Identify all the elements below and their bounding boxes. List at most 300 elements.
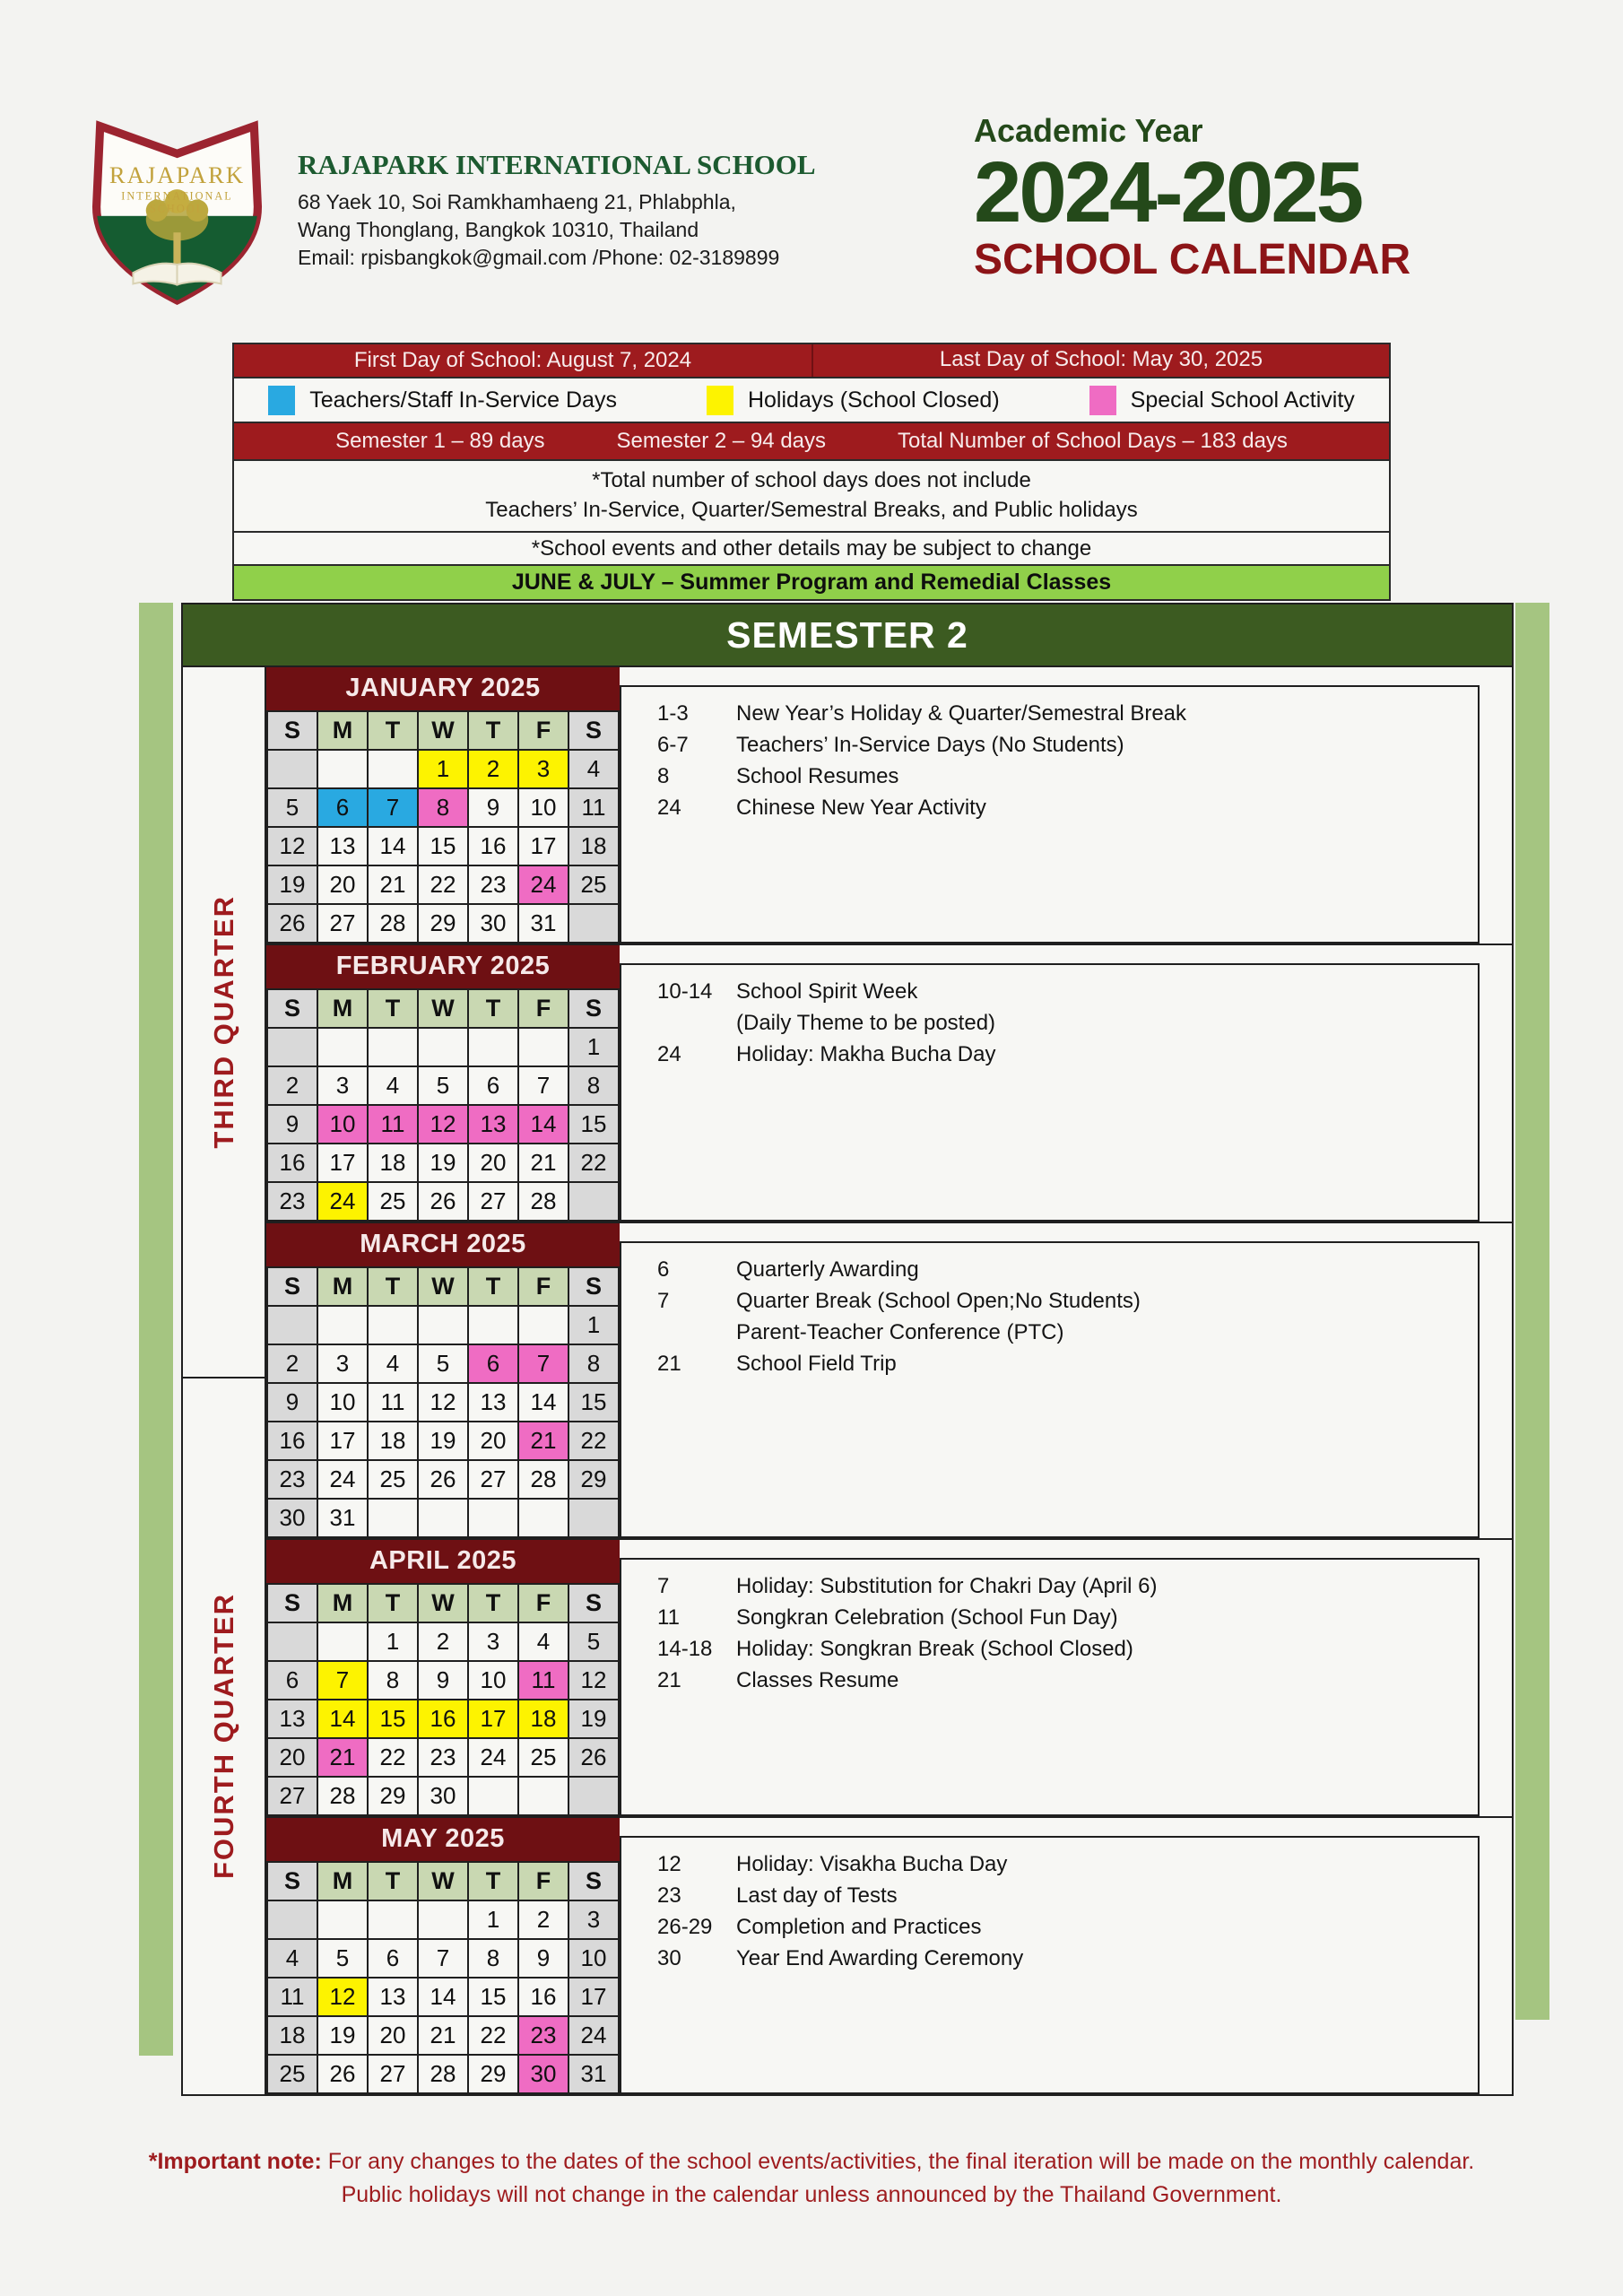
school-info-block — [298, 149, 816, 272]
important-note-prefix: *Important note: — [148, 2149, 322, 2174]
day-cell: 25 — [569, 866, 618, 903]
day-cell: 30 — [469, 905, 517, 942]
note-text: Teachers’ In-Service Days (No Students) — [736, 733, 1124, 757]
calendar-area — [139, 603, 1549, 2096]
weekday-header-cell: S — [569, 1268, 618, 1305]
calendar-title: SCHOOL CALENDAR — [974, 236, 1411, 283]
weekday-header-cell: S — [268, 1268, 317, 1305]
day-cell: 27 — [369, 2056, 417, 2092]
weekday-header-cell: M — [318, 1863, 367, 1900]
day-cell: 3 — [318, 1067, 367, 1104]
day-cell — [469, 1778, 517, 1814]
day-cell: 11 — [569, 789, 618, 826]
fourth-quarter-cell — [183, 1378, 265, 2094]
weekday-header-cell: M — [318, 712, 367, 749]
months-column — [266, 667, 1512, 2094]
day-cell: 17 — [569, 1979, 618, 2015]
weekday-header-cell: S — [569, 990, 618, 1027]
month-block — [266, 944, 1512, 1222]
day-cell: 14 — [519, 1384, 568, 1421]
note-row — [621, 1285, 1478, 1317]
day-cell: 2 — [469, 751, 517, 787]
notes-box — [620, 963, 1480, 1222]
semester-2-days: Semester 2 – 94 days — [616, 429, 827, 453]
day-cell: 8 — [369, 1662, 417, 1699]
first-day-of-school: First Day of School: August 7, 2024 — [353, 348, 692, 372]
day-cell: 24 — [569, 2017, 618, 2054]
day-cell: 24 — [519, 866, 568, 903]
month-block — [266, 1538, 1512, 1816]
academic-year-value: 2024-2025 — [974, 144, 1362, 240]
day-cell: 2 — [519, 1901, 568, 1938]
day-cell: 16 — [419, 1700, 467, 1737]
weekday-header-cell: M — [318, 1585, 367, 1622]
note-text: Last day of Tests — [736, 1883, 898, 1908]
legend-row — [234, 377, 1389, 422]
note-date: 6-7 — [657, 733, 689, 757]
note-row — [621, 761, 1478, 792]
school-contact-line: Email: rpisbangkok@gmail.com /Phone: 02-3189899 — [298, 246, 780, 269]
note-date: 7 — [657, 1574, 670, 1598]
month-block — [266, 1222, 1512, 1538]
weekday-header-cell: S — [268, 1585, 317, 1622]
day-cell: 15 — [569, 1384, 618, 1421]
day-cell: 17 — [318, 1144, 367, 1181]
day-cell: 26 — [419, 1461, 467, 1498]
day-cell: 9 — [519, 1940, 568, 1977]
day-cell — [469, 1307, 517, 1344]
calendar-grid — [266, 1266, 620, 1538]
day-cell: 4 — [268, 1940, 317, 1977]
day-cell: 21 — [419, 2017, 467, 2054]
day-cell — [569, 1500, 618, 1536]
day-cell: 5 — [318, 1940, 367, 1977]
day-cell: 24 — [318, 1183, 367, 1220]
month-title: MARCH 2025 — [266, 1223, 620, 1266]
day-cell: 17 — [519, 828, 568, 865]
month-notes — [620, 1818, 1512, 2094]
day-cell: 10 — [318, 1106, 367, 1143]
day-cell: 23 — [419, 1739, 467, 1776]
day-cell: 25 — [369, 1461, 417, 1498]
day-cell — [318, 751, 367, 787]
weekday-header-cell: S — [569, 1585, 618, 1622]
day-cell: 17 — [469, 1700, 517, 1737]
day-cell: 26 — [268, 905, 317, 942]
note-text: New Year’s Holiday & Quarter/Semestral Break — [736, 701, 1187, 726]
month-block — [266, 1816, 1512, 2094]
note-text: Classes Resume — [736, 1668, 899, 1692]
day-cell: 15 — [569, 1106, 618, 1143]
day-cell — [268, 1029, 317, 1065]
day-cell: 7 — [318, 1662, 367, 1699]
day-cell: 12 — [419, 1384, 467, 1421]
day-cell: 19 — [268, 866, 317, 903]
day-cell — [419, 1901, 467, 1938]
logo-line3: SCHOOL — [149, 202, 205, 215]
day-cell: 1 — [419, 751, 467, 787]
weekday-header-cell: S — [268, 990, 317, 1027]
note-row — [621, 1317, 1478, 1348]
note-date: 21 — [657, 1668, 681, 1692]
day-cell: 4 — [569, 751, 618, 787]
day-cell: 31 — [318, 1500, 367, 1536]
weekday-header-cell: S — [268, 1863, 317, 1900]
day-cell: 29 — [469, 2056, 517, 2092]
note-row — [621, 1943, 1478, 1974]
in-service-color-swatch — [268, 386, 295, 415]
day-cell: 6 — [469, 1345, 517, 1382]
weekday-header-cell: T — [369, 1585, 417, 1622]
month-notes — [620, 945, 1512, 1222]
note-text: Quarterly Awarding — [736, 1257, 919, 1282]
first-last-day-row — [234, 344, 1389, 377]
school-name: RAJAPARK INTERNATIONAL SCHOOL — [298, 149, 816, 180]
day-cell: 27 — [268, 1778, 317, 1814]
note-row — [621, 792, 1478, 823]
notes-spacer — [620, 1223, 1512, 1241]
note-date: 24 — [657, 796, 681, 820]
day-cell — [268, 1623, 317, 1660]
day-cell: 26 — [419, 1183, 467, 1220]
day-cell: 9 — [268, 1106, 317, 1143]
holiday-color-swatch — [707, 386, 733, 415]
note-text: Parent-Teacher Conference (PTC) — [736, 1320, 1064, 1344]
note-row — [621, 1848, 1478, 1880]
day-cell: 27 — [469, 1461, 517, 1498]
calendar-grid — [266, 1583, 620, 1816]
day-cell: 3 — [519, 751, 568, 787]
day-cell: 5 — [419, 1345, 467, 1382]
day-cell — [369, 1307, 417, 1344]
calendar-body — [183, 667, 1512, 2094]
day-cell — [419, 1307, 467, 1344]
day-cell: 11 — [519, 1662, 568, 1699]
legend-label: Holidays (School Closed) — [747, 387, 1000, 413]
day-cell: 18 — [369, 1422, 417, 1459]
day-cell: 28 — [419, 2056, 467, 2092]
important-note-text: For any changes to the dates of the school events/activities, the final iteration will be made on the monthly calendar. Public holidays will not change in the calendar unless announced by the Thailand Government. — [321, 2149, 1475, 2207]
day-cell: 16 — [268, 1144, 317, 1181]
note-row — [621, 1254, 1478, 1285]
day-cell: 14 — [318, 1700, 367, 1737]
day-cell — [369, 1500, 417, 1536]
academic-year-block — [974, 112, 1411, 283]
note-date: 23 — [657, 1883, 681, 1908]
day-cell: 5 — [569, 1623, 618, 1660]
day-cell: 13 — [469, 1384, 517, 1421]
day-cell: 4 — [519, 1623, 568, 1660]
semester-days-row — [234, 422, 1389, 459]
day-cell: 21 — [519, 1422, 568, 1459]
day-cell: 4 — [369, 1067, 417, 1104]
day-cell — [318, 1307, 367, 1344]
note-date: 10-14 — [657, 979, 713, 1004]
shield-logo-icon — [85, 99, 269, 308]
day-cell: 20 — [469, 1422, 517, 1459]
quarter-label-column — [183, 667, 266, 2094]
day-cell: 2 — [419, 1623, 467, 1660]
day-cell: 6 — [318, 789, 367, 826]
weekday-header-cell: F — [519, 990, 568, 1027]
third-quarter-label: THIRD QUARTER — [207, 895, 239, 1149]
logo-line2: INTERNATIONAL — [121, 189, 233, 203]
day-cell — [318, 1901, 367, 1938]
weekday-header-cell: F — [519, 712, 568, 749]
day-cell — [268, 1901, 317, 1938]
day-cell: 29 — [369, 1778, 417, 1814]
legend-item-holiday — [707, 386, 1000, 415]
day-cell — [519, 1029, 568, 1065]
day-cell: 7 — [519, 1345, 568, 1382]
note-date: 24 — [657, 1042, 681, 1066]
school-days-note — [234, 459, 1389, 531]
month-notes — [620, 1223, 1512, 1538]
note-date — [621, 1007, 736, 1039]
note-row — [621, 1633, 1478, 1665]
day-cell: 10 — [469, 1662, 517, 1699]
day-cell: 10 — [519, 789, 568, 826]
day-cell: 7 — [419, 1940, 467, 1977]
note-row — [621, 1570, 1478, 1602]
day-cell: 30 — [419, 1778, 467, 1814]
day-cell: 8 — [569, 1067, 618, 1104]
day-cell: 25 — [369, 1183, 417, 1220]
day-cell: 21 — [318, 1739, 367, 1776]
day-cell: 13 — [318, 828, 367, 865]
note-row — [621, 1602, 1478, 1633]
month-calendar — [266, 1818, 620, 2094]
day-cell: 15 — [369, 1700, 417, 1737]
day-cell: 5 — [268, 789, 317, 826]
info-box — [232, 343, 1391, 601]
day-cell: 23 — [469, 866, 517, 903]
day-cell: 26 — [318, 2056, 367, 2092]
day-cell — [369, 1029, 417, 1065]
day-cell: 8 — [569, 1345, 618, 1382]
day-cell: 8 — [469, 1940, 517, 1977]
day-cell: 6 — [268, 1662, 317, 1699]
day-cell: 19 — [419, 1144, 467, 1181]
note-text: School Field Trip — [736, 1352, 897, 1376]
school-address-line-2: Wang Thonglang, Bangkok 10310, Thailand — [298, 218, 699, 241]
note-date: 7 — [657, 1289, 670, 1313]
day-cell: 4 — [369, 1345, 417, 1382]
day-cell — [569, 1778, 618, 1814]
calendar-grid — [266, 1861, 620, 2094]
day-cell: 17 — [318, 1422, 367, 1459]
day-cell: 30 — [268, 1500, 317, 1536]
weekday-header-cell: T — [369, 990, 417, 1027]
note-date: 8 — [657, 764, 670, 788]
third-quarter-cell — [183, 667, 265, 1378]
day-cell: 10 — [318, 1384, 367, 1421]
day-cell — [519, 1307, 568, 1344]
day-cell: 31 — [519, 905, 568, 942]
weekday-header-cell: F — [519, 1268, 568, 1305]
notes-spacer — [620, 1540, 1512, 1558]
semester-2-header: SEMESTER 2 — [183, 604, 1512, 667]
note-date — [621, 1317, 736, 1348]
day-cell: 18 — [519, 1700, 568, 1737]
day-cell: 3 — [318, 1345, 367, 1382]
weekday-header-cell: S — [569, 1863, 618, 1900]
notes-box — [620, 1241, 1480, 1538]
day-cell: 5 — [419, 1067, 467, 1104]
day-cell: 16 — [519, 1979, 568, 2015]
semester-2-table — [181, 603, 1514, 2096]
note-text: (Daily Theme to be posted) — [736, 1011, 996, 1035]
day-cell: 20 — [369, 2017, 417, 2054]
notes-spacer — [620, 945, 1512, 963]
subject-to-change-note: *School events and other details may be subject to change — [234, 531, 1389, 564]
legend-item-special-activity — [1089, 386, 1355, 415]
weekday-header-cell: T — [369, 1863, 417, 1900]
academic-year-label: Academic Year — [974, 112, 1203, 149]
day-cell: 1 — [569, 1029, 618, 1065]
note-text: Chinese New Year Activity — [736, 796, 986, 820]
day-cell: 10 — [569, 1940, 618, 1977]
notes-box — [620, 1558, 1480, 1816]
day-cell: 20 — [469, 1144, 517, 1181]
day-cell: 29 — [419, 905, 467, 942]
note-text: School Resumes — [736, 764, 899, 788]
day-cell: 11 — [268, 1979, 317, 2015]
note-row — [621, 1039, 1478, 1070]
day-cell: 7 — [369, 789, 417, 826]
day-cell: 12 — [419, 1106, 467, 1143]
day-cell: 31 — [569, 2056, 618, 2092]
school-logo — [85, 99, 269, 312]
note-date: 26-29 — [657, 1915, 713, 1939]
day-cell: 28 — [519, 1461, 568, 1498]
note-date: 30 — [657, 1946, 681, 1970]
month-title: APRIL 2025 — [266, 1540, 620, 1583]
weekday-header-cell: F — [519, 1585, 568, 1622]
fourth-quarter-label: FOURTH QUARTER — [207, 1593, 239, 1880]
month-title: FEBRUARY 2025 — [266, 945, 620, 988]
day-cell: 22 — [419, 866, 467, 903]
day-cell — [469, 1029, 517, 1065]
day-cell — [369, 1901, 417, 1938]
day-cell: 27 — [469, 1183, 517, 1220]
month-calendar — [266, 1223, 620, 1538]
day-cell: 2 — [268, 1345, 317, 1382]
day-cell: 14 — [419, 1979, 467, 2015]
weekday-header-cell: S — [268, 712, 317, 749]
day-cell: 2 — [268, 1067, 317, 1104]
day-cell: 26 — [569, 1739, 618, 1776]
day-cell — [419, 1029, 467, 1065]
notes-box — [620, 1836, 1480, 2094]
day-cell: 14 — [369, 828, 417, 865]
day-cell: 28 — [519, 1183, 568, 1220]
day-cell — [369, 751, 417, 787]
note-row — [621, 976, 1478, 1007]
day-cell — [519, 1500, 568, 1536]
note-row — [621, 1348, 1478, 1379]
note-text: Holiday: Songkran Break (School Closed) — [736, 1637, 1133, 1661]
day-cell: 1 — [569, 1307, 618, 1344]
day-cell: 13 — [268, 1700, 317, 1737]
legend-label: Teachers/Staff In-Service Days — [309, 387, 617, 413]
day-cell: 23 — [519, 2017, 568, 2054]
day-cell: 7 — [519, 1067, 568, 1104]
left-green-bar — [139, 603, 173, 2056]
calendar-grid — [266, 988, 620, 1222]
day-cell: 14 — [519, 1106, 568, 1143]
day-cell: 22 — [569, 1144, 618, 1181]
note-date: 14-18 — [657, 1637, 713, 1661]
month-calendar — [266, 667, 620, 944]
weekday-header-cell: S — [569, 712, 618, 749]
month-notes — [620, 667, 1512, 944]
day-cell: 24 — [318, 1461, 367, 1498]
day-cell: 9 — [469, 789, 517, 826]
day-cell: 12 — [268, 828, 317, 865]
note-text: Holiday: Substitution for Chakri Day (April 6) — [736, 1574, 1158, 1598]
note-text: Holiday: Visakha Bucha Day — [736, 1852, 1008, 1876]
day-cell: 21 — [519, 1144, 568, 1181]
day-cell: 3 — [469, 1623, 517, 1660]
day-cell — [318, 1029, 367, 1065]
weekday-header-cell: T — [469, 990, 517, 1027]
day-cell: 18 — [369, 1144, 417, 1181]
day-cell: 20 — [268, 1739, 317, 1776]
month-notes — [620, 1540, 1512, 1816]
day-cell: 18 — [268, 2017, 317, 2054]
day-cell: 9 — [419, 1662, 467, 1699]
day-cell: 21 — [369, 866, 417, 903]
note-text: Quarter Break (School Open;No Students) — [736, 1289, 1141, 1313]
month-title: JANUARY 2025 — [266, 667, 620, 710]
month-block — [266, 667, 1512, 944]
day-cell: 25 — [519, 1739, 568, 1776]
school-days-note-line-2: Teachers’ In-Service, Quarter/Semestral Breaks, and Public holidays — [485, 498, 1138, 522]
day-cell — [569, 905, 618, 942]
weekday-header-cell: W — [419, 712, 467, 749]
day-cell: 8 — [419, 789, 467, 826]
weekday-header-cell: W — [419, 1863, 467, 1900]
note-text: School Spirit Week — [736, 979, 918, 1004]
semester-1-days: Semester 1 – 89 days — [335, 429, 545, 453]
day-cell — [419, 1500, 467, 1536]
day-cell: 29 — [569, 1461, 618, 1498]
day-cell: 1 — [369, 1623, 417, 1660]
day-cell: 30 — [519, 2056, 568, 2092]
day-cell: 18 — [569, 828, 618, 865]
day-cell: 15 — [469, 1979, 517, 2015]
note-row — [621, 1911, 1478, 1943]
school-days-note-line-1: *Total number of school days does not include — [592, 468, 1031, 492]
day-cell: 11 — [369, 1384, 417, 1421]
note-date: 12 — [657, 1852, 681, 1876]
day-cell — [469, 1500, 517, 1536]
weekday-header-cell: M — [318, 1268, 367, 1305]
day-cell: 22 — [569, 1422, 618, 1459]
note-date: 1-3 — [657, 701, 689, 726]
weekday-header-cell: T — [469, 1268, 517, 1305]
weekday-header-cell: T — [469, 1863, 517, 1900]
notes-spacer — [620, 1818, 1512, 1836]
day-cell: 6 — [369, 1940, 417, 1977]
day-cell — [268, 751, 317, 787]
note-text: Holiday: Makha Bucha Day — [736, 1042, 996, 1066]
note-text: Completion and Practices — [736, 1915, 982, 1939]
day-cell: 13 — [369, 1979, 417, 2015]
day-cell — [318, 1623, 367, 1660]
day-cell: 9 — [268, 1384, 317, 1421]
